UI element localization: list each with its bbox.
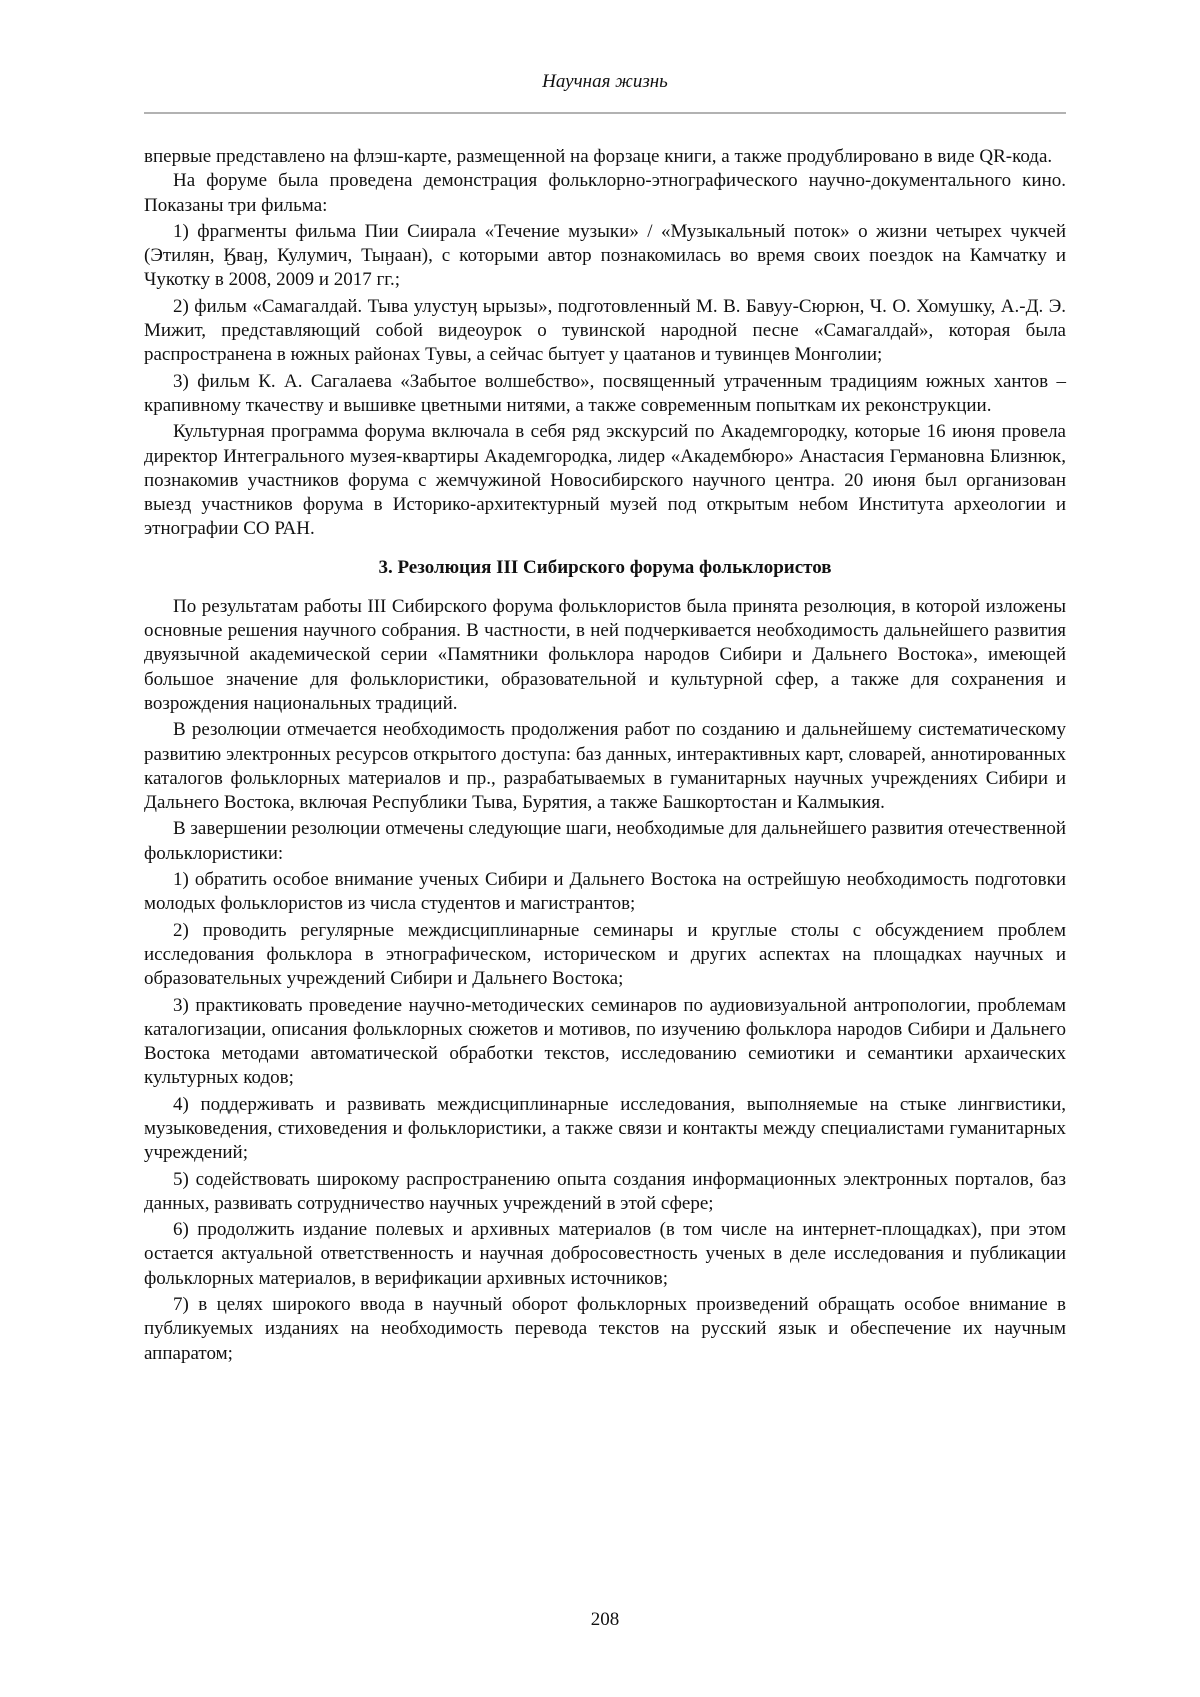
paragraph-film-demo: На форуме была проведена демонстрация фольклорно-этнографического научно-документального кино. Показаны три фильма: [144,170,1066,216]
running-title: Научная жизнь [542,71,668,92]
film-list-item-2: 2) фильм «Самагалдай. Тыва улустуӊ ырызы», подготовленный М. В. Бавуу-Сюрюн, Ч. О. Хомушку, А.-Д. Э. Мижит, представляющий собой видеоурок о тувинской народной песне «Самагалдай», которая была распространена в южных районах Тувы, а сейчас бытует у цаатанов и тувинцев Монголии; [144,295,1066,366]
step-list-item-3: 3) практиковать проведение научно-методических семинаров по аудиовизуальной антропологии, проблемам каталогизации, описания фольклорных сюжетов и мотивов, по изучению фольклора народов Сибири и Дальнего Востока методами автоматической обработки текстов, исследованию семиотики и семантики архаических культурных кодов; [144,994,1066,1089]
film-list-item-1: 1) фрагменты фильма Пии Сиирала «Течение музыки» / «Музыкальный поток» о жизни четырех чукчей (Этилян, Ӄваӈ, Кулумич, Тыӈаан), с которыми автор познакомилась во время своих поездок на Камчатку и Чукотку в 2008, 2009 и 2017 гг.; [144,220,1066,291]
step-list-item-5: 5) содействовать широкому распространению опыта создания информационных электронных порталов, баз данных, развивать сотрудничество научных учреждений в этой сфере; [144,1168,1066,1214]
paragraph-resolution-intro: По результатам работы III Сибирского форума фольклористов была принята резолюция, в которой изложены основные решения научного собрания. В частности, в ней подчеркивается необходимость дальнейшего развития двуязычной академической серии «Памятники фольклора народов Сибири и Дальнего Востока», имеющей большое значение для фольклористики, образовательной и культурной сфер, а также для сохранения и возрождения национальных традиций. [144,595,1066,714]
paragraph-cultural-program: Культурная программа форума включала в себя ряд экскурсий по Академгородку, которые 16 июня провела директор Интегрального музея-квартиры Академгородка, лидер «Академбюро» Анастасия Германовна Близнюк, познакомив участников форума с жемчужиной Новосибирского научного центра. 20 июня был организован выезд участников форума в Историко-архитектурный музей под открытым небом Института археологии и этнографии СО РАН. [144,421,1066,540]
step-list-item-2: 2) проводить регулярные междисциплинарные семинары и круглые столы с обсуждением проблем исследования фольклора в этнографическом, историческом и других аспектах на площадках научных и образовательных учреждений Сибири и Дальнего Востока; [144,919,1066,990]
article-body [144,145,1066,1366]
paragraph-resolution-resources: В резолюции отмечается необходимость продолжения работ по созданию и дальнейшему систематическому развитию электронных ресурсов открытого доступа: баз данных, интерактивных карт, словарей, аннотированных каталогов фольклорных материалов и пр., разрабатываемых в гуманитарных научных учреждениях Сибири и Дальнего Востока, включая Республики Тыва, Бурятия, а также Башкортостан и Калмыкия. [144,719,1066,814]
film-list-item-3: 3) фильм К. А. Сагалаева «Забытое волшебство», посвященный утраченным традициям южных хантов – крапивному ткачеству и вышивке цветными нитями, а также современным попыткам их реконструкции. [144,370,1066,416]
step-list-item-6: 6) продолжить издание полевых и архивных материалов (в том числе на интернет-площадках), при этом остается актуальной ответственность и научная добросовестность ученых в деле исследования и публикации фольклорных материалов, в верификации архивных источников; [144,1219,1066,1289]
section-heading: 3. Резолюция III Сибирского форума фольклористов [378,556,832,578]
page-number: 208 [590,1609,620,1630]
step-list-item-1: 1) обратить особое внимание ученых Сибири и Дальнего Востока на острейшую необходимость подготовки молодых фольклористов из числа студентов и магистрантов; [144,869,1066,915]
step-list-item-4: 4) поддерживать и развивать междисциплинарные исследования, выполняемые на стыке лингвистики, музыковедения, стиховедения и фольклористики, а также связи и контакты между специалистами гуманитарных учреждений; [144,1093,1066,1164]
step-list-item-7: 7) в целях широкого ввода в научный оборот фольклорных произведений обращать особое внимание в публикуемых изданиях на необходимость перевода текстов на русский язык и обеспечение их научным аппаратом; [144,1294,1066,1364]
header-divider [144,112,1066,114]
paragraph-resolution-steps-intro: В завершении резолюции отмечены следующие шаги, необходимые для дальнейшего развития отечественной фольклористики: [144,818,1066,864]
paragraph-continuation: впервые представлено на флэш-карте, размещенной на форзаце книги, а также продублировано в виде QR-кода. [144,146,1053,167]
